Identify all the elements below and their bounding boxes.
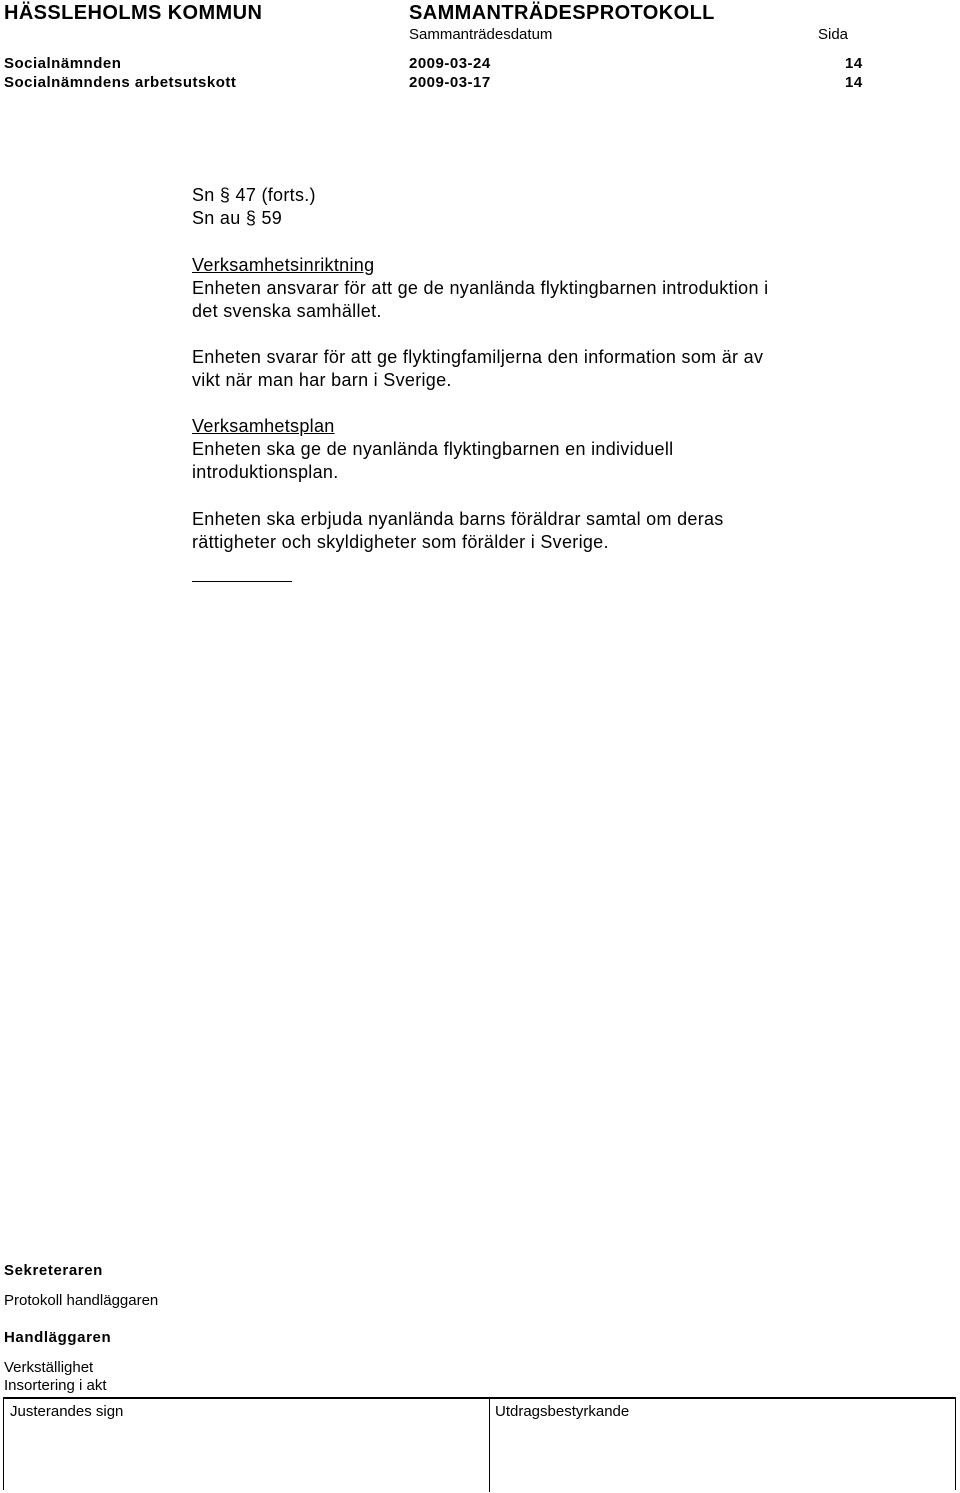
- heading-verksamhetsinriktning: Verksamhetsinriktning: [192, 255, 375, 275]
- header-date-arbetsutskott: 2009-03-17: [409, 74, 491, 91]
- secretary-label: Sekreteraren: [4, 1262, 103, 1279]
- heading-verksamhetsplan: Verksamhetsplan: [192, 416, 335, 436]
- paragraph-line: rättigheter och skyldigheter som förälder i Sverige.: [192, 532, 609, 552]
- paragraph-line: Enheten svarar för att ge flyktingfamiljerna den information som är av: [192, 347, 764, 367]
- paragraph-line: vikt när man har barn i Sverige.: [192, 370, 452, 390]
- page-label: Sida: [818, 26, 849, 43]
- header-date-socialnamnden: 2009-03-24: [409, 55, 491, 72]
- section-ref-sn-au: Sn au § 59: [192, 208, 283, 228]
- section-ref-sn: Sn § 47 (forts.): [192, 185, 316, 205]
- paragraph-line: introduktionsplan.: [192, 462, 339, 482]
- paragraph-line: det svenska samhället.: [192, 301, 382, 321]
- section-end-rule: [192, 581, 292, 582]
- header-body-socialnamnden: Socialnämnden: [4, 55, 122, 72]
- block-verksamhetsinriktning: [192, 254, 892, 323]
- signature-table: [3, 1397, 956, 1490]
- section-references: [192, 184, 892, 230]
- block-verksamhetsplan: [192, 415, 892, 484]
- block-foraldrasamtal: [192, 508, 892, 554]
- header-page-arbetsutskott: 14: [845, 74, 863, 91]
- paragraph-line: Enheten ska ge de nyanlända flyktingbarnen en individuell: [192, 439, 674, 459]
- header-page-socialnamnden: 14: [845, 55, 863, 72]
- paragraph-line: Enheten ska erbjuda nyanlända barns föräldrar samtal om deras: [192, 509, 724, 529]
- header-body-arbetsutskott: Socialnämndens arbetsutskott: [4, 74, 237, 91]
- extract-certification-label: Utdragsbestyrkande: [495, 1403, 630, 1420]
- execution-label: Verkställighet: [4, 1359, 94, 1376]
- signature-divider: [489, 1399, 490, 1492]
- paragraph-line: Enheten ansvarar för att ge de nyanlända flyktingbarnen introduktion i: [192, 278, 769, 298]
- meeting-date-label: Sammanträdesdatum: [409, 26, 553, 43]
- secretary-value: Protokoll handläggaren: [4, 1292, 159, 1309]
- municipality-name: HÄSSLEHOLMS KOMMUN: [4, 2, 263, 24]
- document-type: SAMMANTRÄDESPROTOKOLL: [409, 2, 715, 24]
- adjuster-sign-label: Justerandes sign: [10, 1403, 124, 1420]
- filing-label: Insortering i akt: [4, 1377, 107, 1394]
- handler-label: Handläggaren: [4, 1329, 112, 1346]
- block-information: [192, 346, 892, 392]
